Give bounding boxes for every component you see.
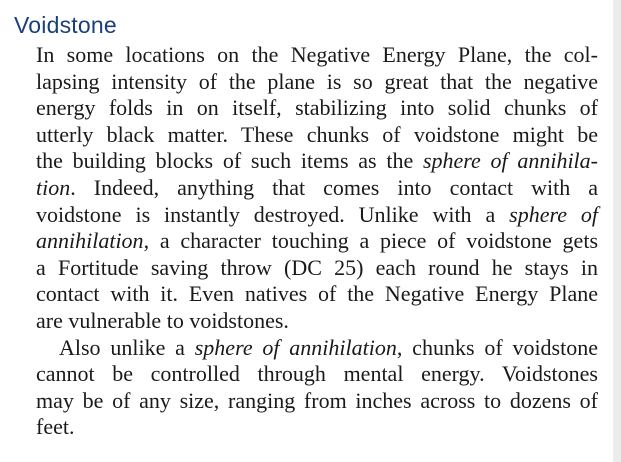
text-run: Also unlike a (59, 334, 195, 360)
italic-term: annihilation (36, 228, 144, 254)
text-line: contact with it. Even natives of the Negative Energy Plane (36, 281, 598, 307)
text-run: , chunks of voidstone (396, 334, 598, 360)
italic-term: sphere of (509, 201, 598, 227)
text-line (36, 202, 598, 229)
text-line (36, 228, 598, 255)
text-line: may be of any size, ranging from inches across to dozens of (36, 387, 598, 413)
text-line: are vulnerable to voidstones. (36, 307, 289, 333)
text-run: , a character touching a piece of voidstone gets (143, 228, 598, 254)
text-line: In some locations on the Negative Energy Plane, the col- (36, 42, 598, 67)
italic-term: sphere of annihilation (194, 334, 397, 360)
italic-term: tion (36, 174, 71, 200)
text-line (36, 175, 598, 202)
italic-term: sphere of annihila- (422, 148, 598, 174)
text-run: voidstone is instantly destroyed. Unlike with a (36, 201, 510, 227)
text-line: a Fortitude saving throw (DC 25) each round he stays in (36, 254, 598, 280)
paragraph-2 (36, 335, 598, 441)
page-edge (613, 0, 621, 462)
article-body (36, 42, 598, 441)
text-run: . Indeed, anything that comes into contact with a (70, 174, 598, 200)
text-line: energy folds in on itself, stabilizing into solid chunks of (36, 95, 598, 121)
text-line (36, 148, 598, 175)
text-line: feet. (36, 414, 75, 440)
paragraph-1 (36, 42, 598, 335)
text-line: lapsing intensity of the plane is so great that the negative (36, 68, 598, 94)
text-run: the building blocks of such items as the (36, 148, 423, 174)
text-line (36, 335, 598, 362)
text-line: utterly black matter. These chunks of voidstone might be (36, 121, 598, 147)
text-line: cannot be controlled through mental energy. Voidstones (36, 361, 598, 387)
section-heading: Voidstone (14, 12, 117, 38)
